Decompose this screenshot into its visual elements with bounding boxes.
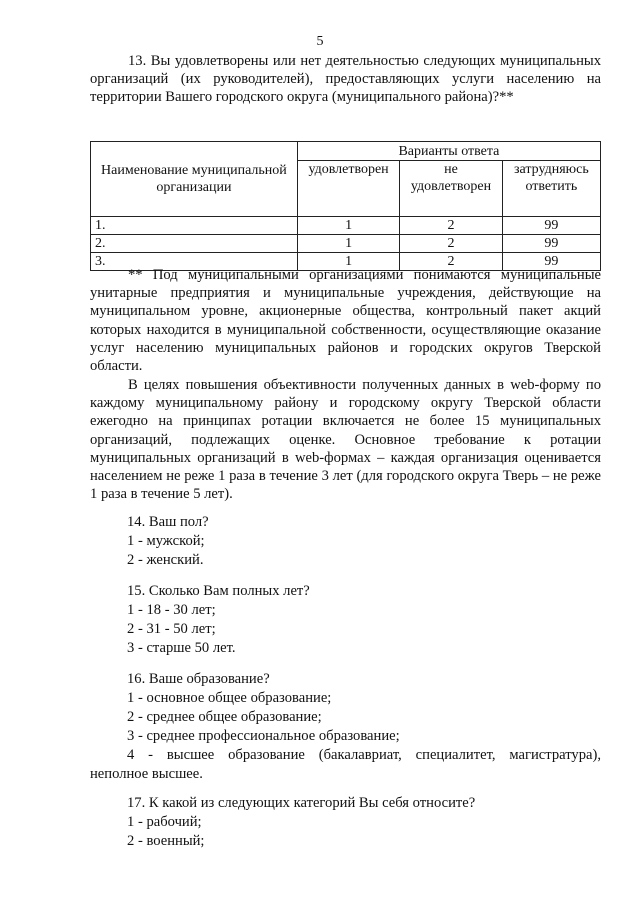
footnote-municipal-organizations: ** Под муниципальными организациями понимаются муниципальные унитарные предприятия и муниципальные учреждения, действующие на муниципальном уровне, акционерные общества, контрольный пакет акций которых находится в муниципальной собственности, осуществляющие оказание услуг населению муниципальных районов и городских округов Тверской области. xyxy=(90,267,601,375)
question-title: 16. Ваше образование? xyxy=(127,671,270,687)
answer-option: 2 - 31 - 50 лет; xyxy=(127,621,216,637)
row-value-hard-to-answer: 99 xyxy=(502,217,600,235)
answer-option: 1 - 18 - 30 лет; xyxy=(127,602,216,618)
answer-option: 1 - мужской; xyxy=(127,533,205,549)
answer-options-table xyxy=(90,141,601,271)
header-hard-to-answer: затрудняюсь ответить xyxy=(502,161,600,217)
row-value-satisfied: 1 xyxy=(297,235,399,253)
row-label: 3. xyxy=(91,253,298,271)
answer-option: 1 - рабочий; xyxy=(127,814,202,830)
header-not-satisfied: не удовлетворен xyxy=(400,161,502,217)
row-value-satisfied: 1 xyxy=(297,253,399,271)
header-satisfied: удовлетворен xyxy=(297,161,399,217)
header-answer-variants: Варианты ответа xyxy=(297,142,600,161)
question-14 xyxy=(127,513,601,570)
row-value-not-satisfied: 2 xyxy=(400,253,502,271)
table-row xyxy=(91,217,601,235)
question-15 xyxy=(127,582,601,658)
answer-option: 1 - основное общее образование; xyxy=(127,690,332,706)
row-value-hard-to-answer: 99 xyxy=(502,253,600,271)
answer-option: 2 - среднее общее образование; xyxy=(127,709,322,725)
row-label: 2. xyxy=(91,235,298,253)
row-value-not-satisfied: 2 xyxy=(400,235,502,253)
table-row xyxy=(91,235,601,253)
rotation-paragraph: В целях повышения объективности полученных данных в web-форму по каждому муниципальному району и городскому округу Тверской области ежегодно на принципах ротации включается не более 15 муниципальных организаций, подлежащих оценке. Основное требование к ротации муниципальных организаций в web-формах – каждая организация оценивается населением не реже 1 раза в течение 3 лет (для городского округа Тверь – не реже 1 раза в течение 5 лет). xyxy=(90,377,601,503)
answer-option: 3 - старше 50 лет. xyxy=(127,640,236,656)
answer-option: 2 - женский. xyxy=(127,552,204,568)
answer-option: 2 - военный; xyxy=(127,833,205,849)
row-value-not-satisfied: 2 xyxy=(400,217,502,235)
question-title: 15. Сколько Вам полных лет? xyxy=(127,583,310,599)
question-16 xyxy=(90,670,601,784)
question-17 xyxy=(127,794,601,851)
header-organization-name: Наименование муниципальной организации xyxy=(91,142,298,217)
question-13-text: 13. Вы удовлетворены или нет деятельностью следующих муниципальных организаций (их руководителей), предоставляющих услуги населению на территории Вашего городского округа (муниципального района)?** xyxy=(90,53,601,106)
question-title: 14. Ваш пол? xyxy=(127,514,209,530)
table-header-row xyxy=(91,142,601,161)
question-title: 17. К какой из следующих категорий Вы себя относите? xyxy=(127,795,476,811)
answer-option: 4 - высшее образование (бакалавриат, специалитет, магистратура), неполное высшее. xyxy=(90,747,601,782)
page-number: 5 xyxy=(316,34,324,49)
row-value-satisfied: 1 xyxy=(297,217,399,235)
row-value-hard-to-answer: 99 xyxy=(502,235,600,253)
answer-option: 3 - среднее профессиональное образование; xyxy=(127,728,400,744)
row-label: 1. xyxy=(91,217,298,235)
